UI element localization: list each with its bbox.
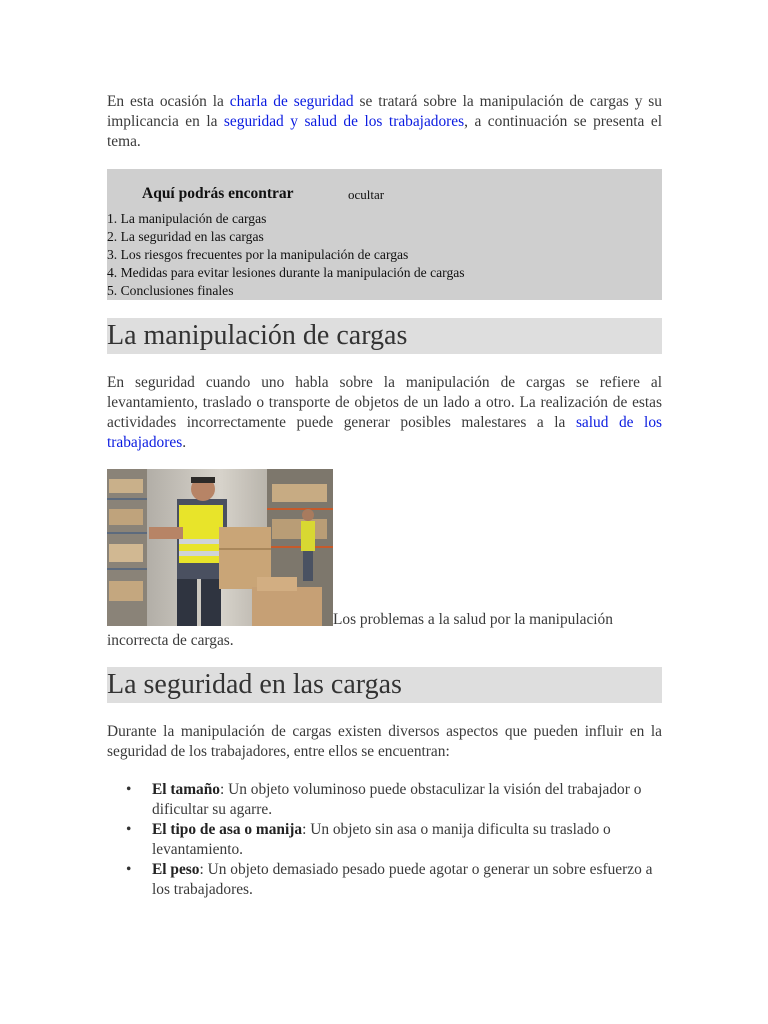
toc-list — [107, 210, 465, 300]
section1-paragraph — [107, 373, 662, 453]
bullet-list — [107, 780, 662, 900]
section1-text-end: . — [182, 434, 187, 451]
section2-paragraph: Durante la manipulación de cargas existen diversos aspectos que pueden influir en la seguridad de los trabajadores, entre ellos se encuentran: — [107, 723, 662, 760]
intro-text-2: se tratará sobre la manipulación de cargas y su implicancia en la — [107, 93, 662, 130]
list-item — [107, 860, 662, 900]
table-of-contents — [107, 169, 662, 300]
section-heading-seguridad: La seguridad en las cargas — [107, 667, 662, 703]
bullet-text: : Un objeto sin asa o manija dificulta su traslado o levantamiento. — [152, 821, 611, 858]
link-salud-de-los-trabajadores[interactable]: salud de los trabajadores — [107, 414, 663, 451]
intro-text-1: En esta ocasión la — [107, 93, 230, 110]
section-heading-manipulacion: La manipulación de cargas — [107, 318, 662, 354]
toc-item-1[interactable]: 1. La manipulación de cargas — [107, 211, 267, 226]
bullet-term: El tipo de asa o manija — [152, 821, 303, 838]
bullet-term: El tamaño — [152, 781, 220, 798]
link-charla-de-seguridad[interactable]: charla de seguridad — [229, 93, 354, 110]
toc-item-3[interactable]: 3. Los riesgos frecuentes por la manipulación de cargas — [107, 247, 409, 262]
warehouse-worker-photo — [107, 469, 333, 626]
toc-hide-toggle[interactable]: ocultar — [348, 187, 385, 202]
list-item — [107, 820, 662, 860]
intro-text-3: , a continuación se presenta el tema. — [107, 113, 662, 150]
photo-caption: Los problemas a la salud por la manipulación incorrecta de cargas. — [107, 611, 613, 649]
toc-title: Aquí podrás encontrar — [142, 185, 294, 202]
toc-item-4[interactable]: 4. Medidas para evitar lesiones durante la manipulación de cargas — [107, 265, 465, 280]
toc-header — [142, 185, 385, 207]
toc-item-5[interactable]: 5. Conclusiones finales — [107, 283, 234, 298]
bullet-text: : Un objeto demasiado pesado puede agotar o generar un sobre esfuerzo a los trabajadores. — [152, 861, 653, 898]
toc-item-2[interactable]: 2. La seguridad en las cargas — [107, 229, 264, 244]
link-seguridad-y-salud[interactable]: seguridad y salud de los trabajadores — [223, 113, 465, 130]
intro-paragraph — [107, 92, 662, 152]
bullet-text: : Un objeto voluminoso puede obstaculizar la visión del trabajador o dificultar su agarre. — [152, 781, 642, 818]
section1-text: En seguridad cuando uno habla sobre la manipulación de cargas se refiere al levantamiento, traslado o transporte de objetos de un lado a otro. La realización de estas actividades incorrectamente puede generar posibles malestares a la — [107, 374, 662, 431]
list-item — [107, 780, 662, 820]
bullet-term: El peso — [152, 861, 200, 878]
